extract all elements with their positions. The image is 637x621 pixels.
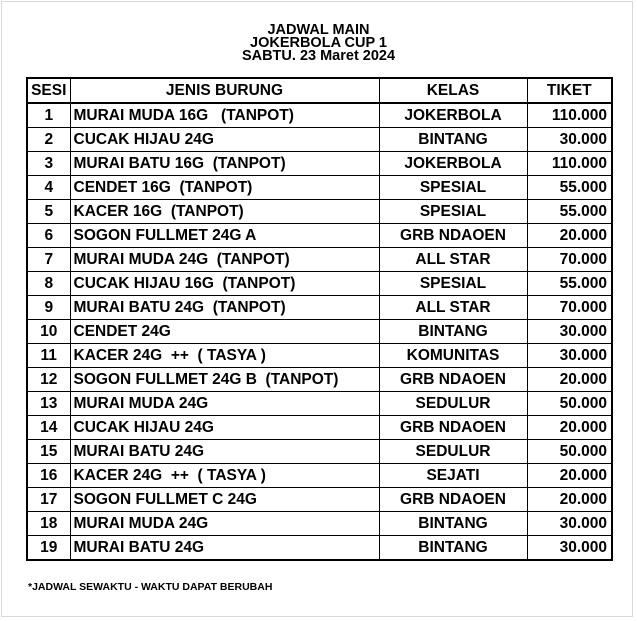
table-row: [27, 488, 612, 512]
column-header-kelas: KELAS: [379, 78, 527, 103]
cell-jenis-burung: MURAI BATU 24G: [70, 440, 379, 464]
cell-sesi: 19: [27, 536, 70, 561]
cell-kelas: SEJATI: [379, 464, 527, 488]
cell-kelas: BINTANG: [379, 512, 527, 536]
cell-sesi: 14: [27, 416, 70, 440]
cell-tiket: 30.000: [527, 128, 612, 152]
cell-kelas: JOKERBOLA: [379, 152, 527, 176]
table-row: [27, 464, 612, 488]
cell-sesi: 5: [27, 200, 70, 224]
cell-jenis-burung: KACER 24G ++ ( TASYA ): [70, 464, 379, 488]
cell-kelas: KOMUNITAS: [379, 344, 527, 368]
cell-kelas: SEDULUR: [379, 440, 527, 464]
cell-jenis-burung: CENDET 24G: [70, 320, 379, 344]
cell-sesi: 7: [27, 248, 70, 272]
cell-sesi: 1: [27, 103, 70, 128]
table-row: [27, 152, 612, 176]
title-block: [0, 24, 637, 63]
cell-sesi: 10: [27, 320, 70, 344]
cell-jenis-burung: MURAI BATU 24G (TANPOT): [70, 296, 379, 320]
cell-jenis-burung: SOGON FULLMET 24G B (TANPOT): [70, 368, 379, 392]
cell-jenis-burung: MURAI MUDA 24G: [70, 392, 379, 416]
cell-tiket: 50.000: [527, 440, 612, 464]
table-row: [27, 176, 612, 200]
table-row: [27, 200, 612, 224]
cell-tiket: 50.000: [527, 392, 612, 416]
title-line-2: JOKERBOLA CUP 1: [250, 35, 387, 51]
table-row: [27, 128, 612, 152]
title-line-1: JADWAL MAIN: [267, 22, 370, 38]
cell-jenis-burung: CUCAK HIJAU 24G: [70, 416, 379, 440]
cell-jenis-burung: SOGON FULLMET 24G A: [70, 224, 379, 248]
table-row: [27, 416, 612, 440]
table-row: [27, 272, 612, 296]
cell-sesi: 4: [27, 176, 70, 200]
table-row: [27, 536, 612, 561]
cell-jenis-burung: MURAI BATU 16G (TANPOT): [70, 152, 379, 176]
cell-kelas: BINTANG: [379, 536, 527, 561]
schedule-table: [26, 77, 613, 561]
column-header-tiket: TIKET: [527, 78, 612, 103]
cell-kelas: BINTANG: [379, 320, 527, 344]
cell-tiket: 20.000: [527, 224, 612, 248]
column-header-sesi: SESI: [27, 78, 70, 103]
cell-jenis-burung: KACER 24G ++ ( TASYA ): [70, 344, 379, 368]
table-row: [27, 368, 612, 392]
cell-tiket: 30.000: [527, 320, 612, 344]
cell-sesi: 16: [27, 464, 70, 488]
table-row: [27, 440, 612, 464]
cell-tiket: 55.000: [527, 176, 612, 200]
cell-kelas: JOKERBOLA: [379, 103, 527, 128]
table-row: [27, 224, 612, 248]
cell-jenis-burung: MURAI MUDA 24G: [70, 512, 379, 536]
cell-jenis-burung: SOGON FULLMET C 24G: [70, 488, 379, 512]
table-row: [27, 392, 612, 416]
cell-tiket: 30.000: [527, 536, 612, 561]
table-row: [27, 248, 612, 272]
cell-tiket: 20.000: [527, 464, 612, 488]
cell-sesi: 15: [27, 440, 70, 464]
cell-jenis-burung: MURAI BATU 24G: [70, 536, 379, 561]
cell-kelas: GRB NDAOEN: [379, 416, 527, 440]
table-row: [27, 512, 612, 536]
cell-sesi: 8: [27, 272, 70, 296]
cell-tiket: 55.000: [527, 200, 612, 224]
cell-tiket: 110.000: [527, 103, 612, 128]
cell-kelas: BINTANG: [379, 128, 527, 152]
cell-kelas: ALL STAR: [379, 248, 527, 272]
table-row: [27, 320, 612, 344]
cell-tiket: 20.000: [527, 416, 612, 440]
cell-sesi: 3: [27, 152, 70, 176]
cell-jenis-burung: MURAI MUDA 24G (TANPOT): [70, 248, 379, 272]
cell-tiket: 20.000: [527, 488, 612, 512]
cell-jenis-burung: CUCAK HIJAU 16G (TANPOT): [70, 272, 379, 296]
cell-sesi: 13: [27, 392, 70, 416]
cell-sesi: 6: [27, 224, 70, 248]
cell-sesi: 12: [27, 368, 70, 392]
cell-sesi: 9: [27, 296, 70, 320]
cell-sesi: 2: [27, 128, 70, 152]
cell-sesi: 17: [27, 488, 70, 512]
schedule-rows: [27, 103, 612, 560]
cell-kelas: SPESIAL: [379, 176, 527, 200]
cell-kelas: GRB NDAOEN: [379, 224, 527, 248]
cell-kelas: GRB NDAOEN: [379, 488, 527, 512]
cell-jenis-burung: MURAI MUDA 16G (TANPOT): [70, 103, 379, 128]
cell-jenis-burung: KACER 16G (TANPOT): [70, 200, 379, 224]
cell-tiket: 110.000: [527, 152, 612, 176]
cell-kelas: SEDULUR: [379, 392, 527, 416]
column-header-jenis-burung: JENIS BURUNG: [70, 78, 379, 103]
footnote: *JADWAL SEWAKTU - WAKTU DAPAT BERUBAH: [28, 581, 273, 593]
table-row: [27, 296, 612, 320]
cell-kelas: ALL STAR: [379, 296, 527, 320]
cell-sesi: 18: [27, 512, 70, 536]
cell-jenis-burung: CUCAK HIJAU 24G: [70, 128, 379, 152]
cell-tiket: 55.000: [527, 272, 612, 296]
cell-tiket: 70.000: [527, 248, 612, 272]
cell-tiket: 30.000: [527, 344, 612, 368]
table-row: [27, 103, 612, 128]
title-line-3: SABTU. 23 Maret 2024: [241, 48, 396, 64]
table-row: [27, 344, 612, 368]
cell-tiket: 30.000: [527, 512, 612, 536]
cell-jenis-burung: CENDET 16G (TANPOT): [70, 176, 379, 200]
cell-kelas: SPESIAL: [379, 272, 527, 296]
cell-tiket: 70.000: [527, 296, 612, 320]
cell-kelas: GRB NDAOEN: [379, 368, 527, 392]
cell-tiket: 20.000: [527, 368, 612, 392]
cell-kelas: SPESIAL: [379, 200, 527, 224]
cell-sesi: 11: [27, 344, 70, 368]
table-header-row: [27, 78, 612, 103]
